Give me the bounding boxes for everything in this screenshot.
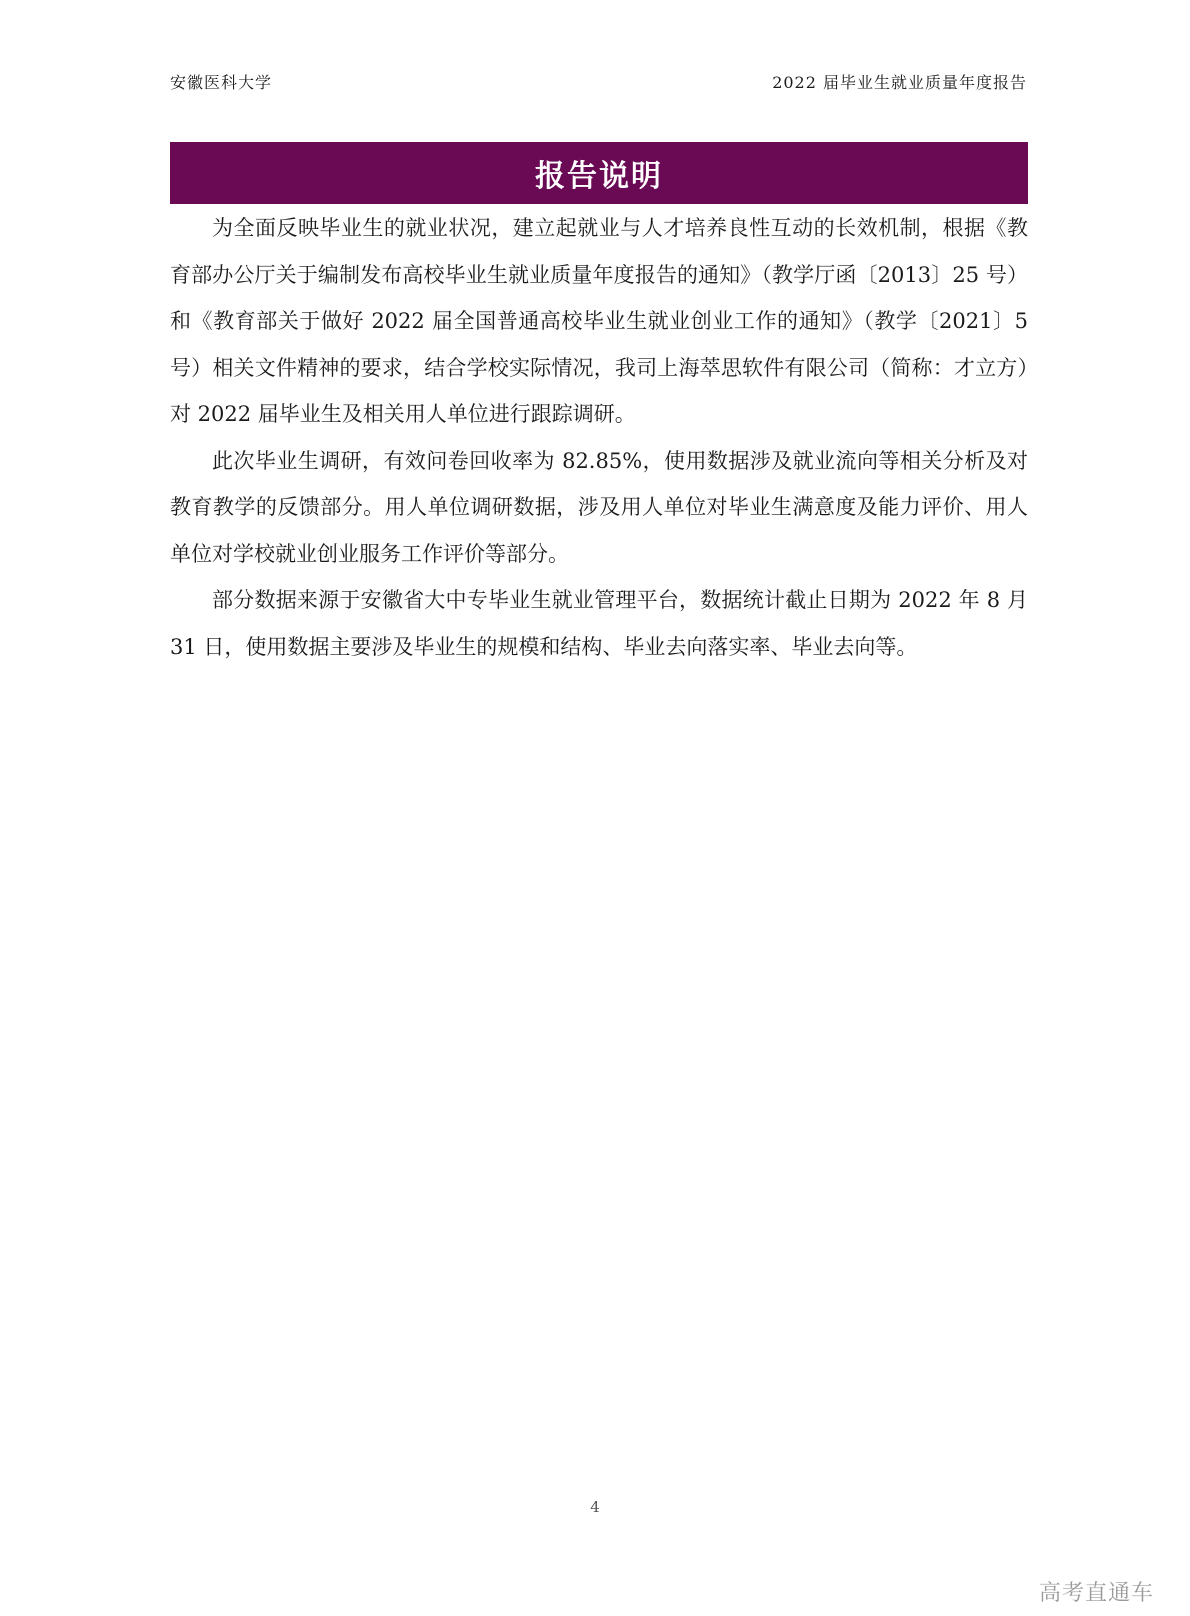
watermark-text: 高考直通车	[1038, 1581, 1154, 1606]
report-body	[170, 205, 1028, 670]
paragraph-data-source: 部分数据来源于安徽省大中专毕业生就业管理平台，数据统计截止日期为 2022 年 8 月 31 日，使用数据主要涉及毕业生的规模和结构、毕业去向落实率、毕业去向等。	[170, 588, 1028, 659]
header-school-name: 安徽医科大学	[170, 73, 273, 92]
section-title: 报告说明	[535, 159, 663, 194]
page-number: 4	[590, 1498, 600, 1516]
header-report-title: 2022 届毕业生就业质量年度报告	[772, 73, 1027, 92]
paragraph-purpose: 为全面反映毕业生的就业状况，建立起就业与人才培养良性互动的长效机制，根据《教育部办公厅关于编制发布高校毕业生就业质量年度报告的通知》（教学厅函〔2013〕25 号）和《教育部关于做好 2022 届全国普通高校毕业生就业创业工作的通知》（教学〔2021〕5 号）相关文件精神的要求，结合学校实际情况，我司上海萃思软件有限公司（简称：才立方）对 2022 届毕业生及相关用人单位进行跟踪调研。	[170, 216, 1028, 426]
paragraph-survey: 此次毕业生调研，有效问卷回收率为 82.85%，使用数据涉及就业流向等相关分析及对教育教学的反馈部分。用人单位调研数据，涉及用人单位对毕业生满意度及能力评价、用人单位对学校就业创业服务工作评价等部分。	[170, 448, 1028, 566]
section-title-bar	[170, 142, 1028, 204]
